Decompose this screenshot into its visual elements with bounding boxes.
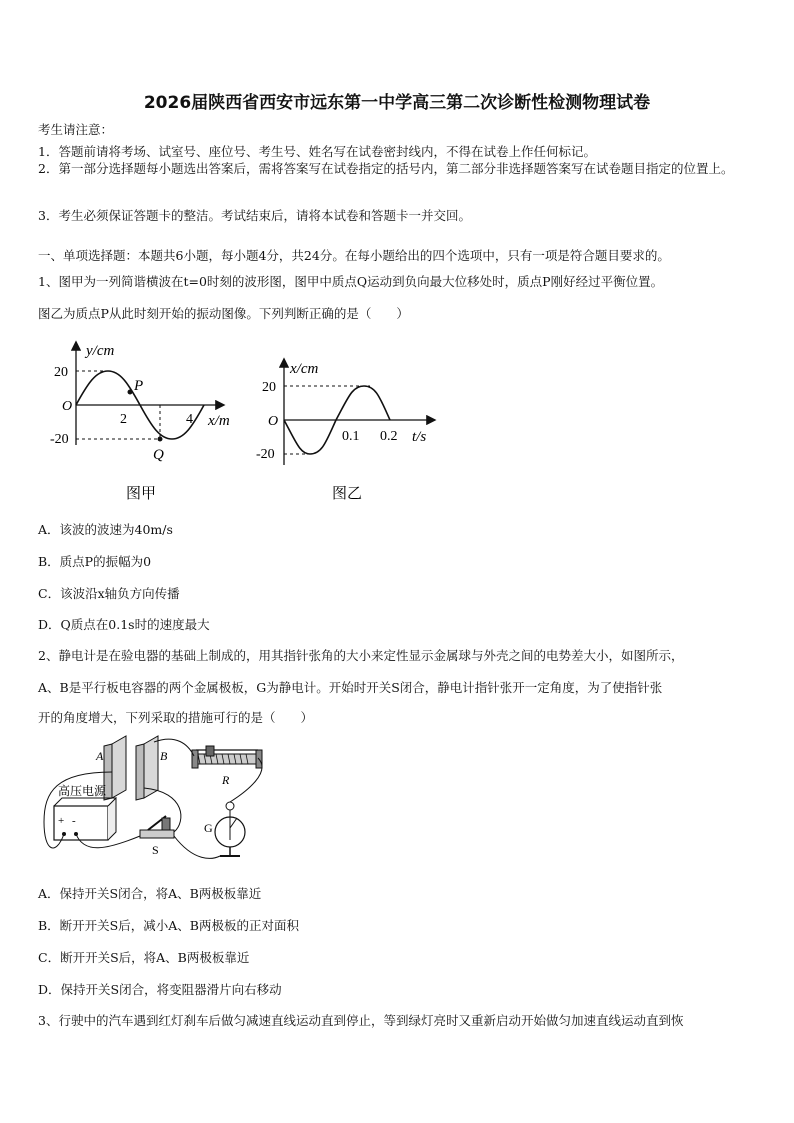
t-axis-label: t/s	[412, 429, 427, 445]
caption-jia: 图甲	[126, 486, 157, 502]
label-r: R	[222, 773, 230, 787]
plate-a	[112, 736, 126, 798]
notice-item-2: 2．第一部分选择题每小题选出答案后，需将答案写在试卷指定的括号内，第二部分非选择题答案写在试卷题目指定的位置上。	[38, 161, 734, 176]
point-p	[128, 390, 133, 395]
y-axis-label: x/cm	[290, 361, 319, 377]
origin-label: O	[268, 414, 279, 429]
notice-item-3: 3．考生必须保证答题卡的整洁。考试结束后，请将本试卷和答题卡一并交回。	[38, 208, 471, 223]
figure-vibration-graph	[252, 355, 442, 510]
q2-stem-line1: 2、静电计是在验电器的基础上制成的，用其指针张角的大小来定性显示金属球与外壳之间的电势差大小，如图所示，	[38, 648, 684, 663]
figure-wave-graph	[48, 335, 248, 510]
section-heading: 一、单项选择题：本题共6小题，每小题4分，共24分。在每小题给出的四个选项中，只有一项是符合题目要求的。	[38, 248, 670, 263]
q1-option-b: B．质点P的振幅为0	[38, 554, 152, 569]
label-s: S	[152, 843, 159, 857]
y-tick-pos: 20	[262, 380, 276, 395]
supply-label: 高压电源	[58, 784, 107, 798]
label-b: B	[160, 749, 168, 763]
q2-stem-line2: A、B是平行板电容器的两个金属极板，G为静电计。开始时开关S闭合，静电计指针张开一定角度，为了使指针张	[38, 680, 663, 695]
q3-stem-line1: 3、行驶中的汽车遇到红灯刹车后做匀减速直线运动直到停止，等到绿灯亮时又重新启动开始做匀加速直线运动直到恢	[38, 1013, 684, 1028]
notice-heading: 考生请注意：	[38, 122, 114, 137]
q2-option-b: B．断开开关S后，减小A、B两极板的正对面积	[38, 918, 299, 933]
y-tick-neg: -20	[50, 432, 69, 447]
q1-option-d: D．Q质点在0.1s时的速度最大	[38, 617, 210, 632]
y-axis-label: y/cm	[86, 343, 115, 359]
minus-sign: -	[72, 815, 76, 827]
label-p: P	[134, 378, 144, 394]
label-a: A	[96, 749, 104, 763]
figure-electrometer-circuit	[36, 732, 276, 872]
q2-option-d: D．保持开关S闭合，将变阻器滑片向右移动	[38, 982, 282, 997]
q1-option-c: C．该波沿x轴负方向传播	[38, 586, 180, 601]
label-q: Q	[153, 447, 164, 463]
caption-yi: 图乙	[332, 486, 363, 502]
origin-label: O	[62, 399, 73, 414]
x-tick-4: 4	[186, 412, 193, 427]
q1-stem-line1: 1、图甲为一列简谐横波在t=0时刻的波形图，图甲中质点Q运动到负向最大位移处时，质点P刚好经过平衡位置。	[38, 274, 664, 289]
switch	[140, 830, 174, 838]
q1-stem-line2: 图乙为质点P从此时刻开始的振动图像。下列判断正确的是（ ）	[38, 306, 409, 321]
q1-option-a: A．该波的波速为40m/s	[38, 522, 173, 537]
label-g: G	[204, 821, 213, 835]
t-tick-2: 0.2	[380, 429, 398, 444]
q2-option-c: C．断开开关S后，将A、B两极板靠近	[38, 950, 250, 965]
y-tick-pos: 20	[54, 365, 68, 380]
q2-option-a: A．保持开关S闭合，将A、B两极板靠近	[38, 886, 262, 901]
point-q	[158, 437, 163, 442]
x-axis-label: x/m	[208, 413, 230, 429]
t-tick-1: 0.1	[342, 429, 360, 444]
x-tick-2: 2	[120, 412, 127, 427]
y-tick-neg: -20	[256, 447, 275, 462]
notice-item-1: 1．答题前请将考场、试室号、座位号、考生号、姓名写在试卷密封线内，不得在试卷上作任何标记。	[38, 144, 596, 159]
q2-stem-line3: 开的角度增大，下列采取的措施可行的是（ ）	[38, 710, 314, 725]
plus-sign: +	[58, 815, 65, 827]
page-title: 2026届陕西省西安市远东第一中学高三第二次诊断性检测物理试卷	[143, 93, 651, 113]
